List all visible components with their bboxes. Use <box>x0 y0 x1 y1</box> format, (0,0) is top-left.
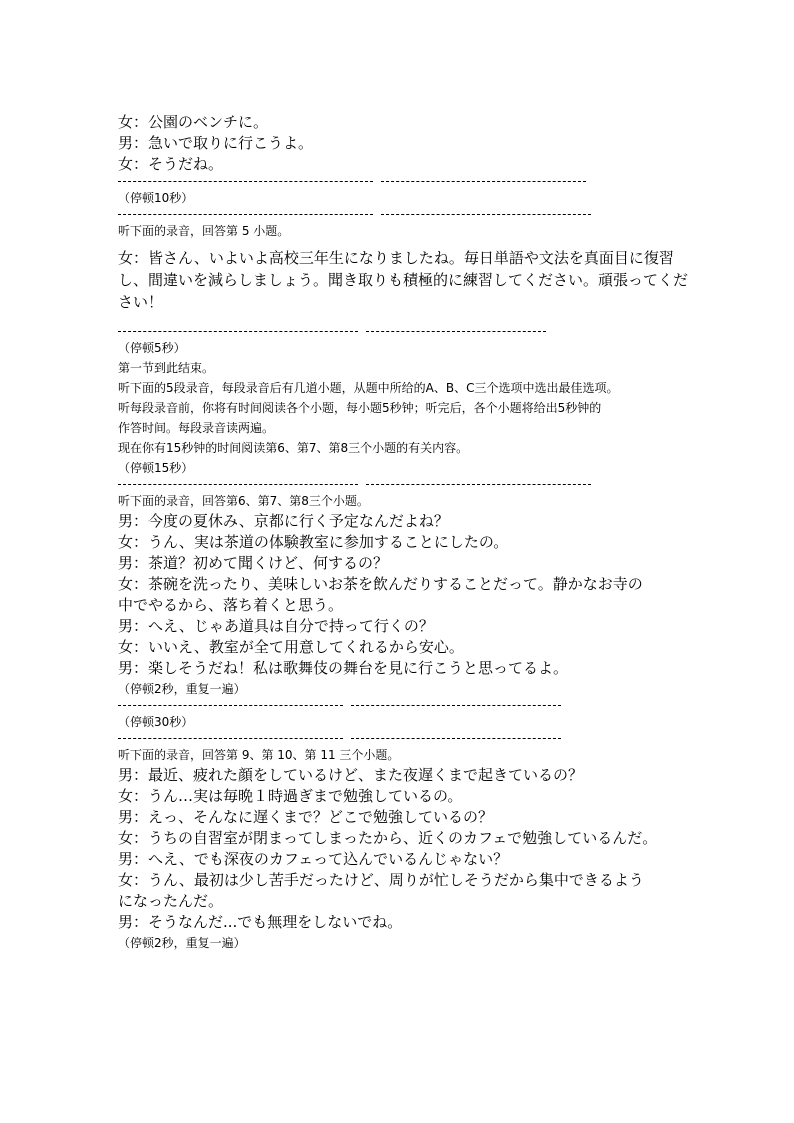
instruction-line: 第一节到此结束。 <box>118 361 215 375</box>
dialogue-line: 男：茶道？初めて聞くけど、何するの？ <box>118 554 389 572</box>
instruction-line: （停顿2秒，重复一遍） <box>118 936 246 950</box>
separator-line <box>118 699 688 712</box>
instruction-line: （停顿15秒） <box>118 461 194 475</box>
dialogue-line: 女：うん…実は毎晩１時過ぎまで勉強しているの。 <box>118 787 463 805</box>
dialogue-line: 男：今度の夏休み、京都に行く予定なんだよね？ <box>118 512 449 530</box>
dialogue-line: になったんだ。 <box>118 892 224 910</box>
dialogue-line: 女：公園のベンチに。 <box>118 113 269 131</box>
dialogue-line: 女：そうだね。 <box>118 155 224 173</box>
dialogue-line: 男：そうなんだ...でも無理をしないでね。 <box>118 913 403 931</box>
document-body <box>118 112 688 953</box>
separator-line <box>118 478 688 491</box>
instruction-line: （停顿30秒） <box>118 715 194 729</box>
dialogue-line: 女：茶碗を洗ったり、美味しいお茶を飲んだりすることだって。静かなお寺の <box>118 575 643 593</box>
instruction-line: （停顿5秒） <box>118 341 186 355</box>
instruction-line: （停顿2秒，重复一遍） <box>118 682 246 696</box>
instruction-line: 听下面的5段录音，每段录音后有几道小题，从题中所给的A、B、C三个选项中选出最佳选项。 <box>118 381 619 395</box>
instruction-line: 听每段录音前，你将有时间阅读各个小题，每小题5秒钟；听完后，各个小题将给出5秒钟的 <box>118 401 602 415</box>
instruction-line: 听下面的录音，回答第 9、第 10、第 11 三个小题。 <box>118 748 400 762</box>
instruction-line: 听下面的录音，回答第 5 小题。 <box>118 224 290 238</box>
dialogue-line: 男：楽しそうだね！私は歌舞伎の舞台を見に行こうと思ってるよ。 <box>118 659 569 677</box>
dialogue-line: 中でやるから、落ち着くと思う。 <box>118 596 344 614</box>
dialogue-line: 男：急いで取りに行こうよ。 <box>118 134 314 152</box>
instruction-line: 听下面的录音，回答第6、第7、第8三个小题。 <box>118 494 369 508</box>
instruction-line: 现在你有15秒钟的时间阅读第6、第7、第8三个小题的有关内容。 <box>118 441 469 455</box>
dialogue-line: 男：へえ、でも深夜のカフェって込んでいるんじゃない？ <box>118 850 509 868</box>
dialogue-line: 女：うん、実は茶道の体験教室に参加することにしたの。 <box>118 533 509 551</box>
dialogue-line: 女：うちの自習室が閉まってしまったから、近くのカフェで勉強しているんだ。 <box>118 829 658 847</box>
separator-line <box>118 325 688 338</box>
dialogue-line: 男：へえ、じゃあ道具は自分で持って行くの？ <box>118 617 434 635</box>
instruction-line: （停顿10秒） <box>118 191 194 205</box>
dialogue-line: 女：いいえ、教室が全て用意してくれるから安心。 <box>118 638 464 656</box>
separator-line <box>118 175 688 188</box>
dialogue-line: 男：最近、疲れた顔をしているけど、また夜遅くまで起きているの？ <box>118 766 584 784</box>
dialogue-line: 男：えっ、そんなに遅くまで？どこで勉強しているの？ <box>118 808 494 826</box>
instruction-line: 作答时间。每段录音读两遍。 <box>118 421 275 435</box>
dialogue-line: 女：うん、最初は少し苦手だったけど、周りが忙しそうだから集中できるよう <box>118 871 644 889</box>
separator-line <box>118 208 688 221</box>
separator-line <box>118 732 688 745</box>
speech-paragraph: 女：皆さん、いよいよ高校三年生になりましたね。毎日単語や文法を真面目に復習し、間違いを減らしましょう。聞き取りも積極的に練習してください。頑張ってください！ <box>118 249 689 311</box>
